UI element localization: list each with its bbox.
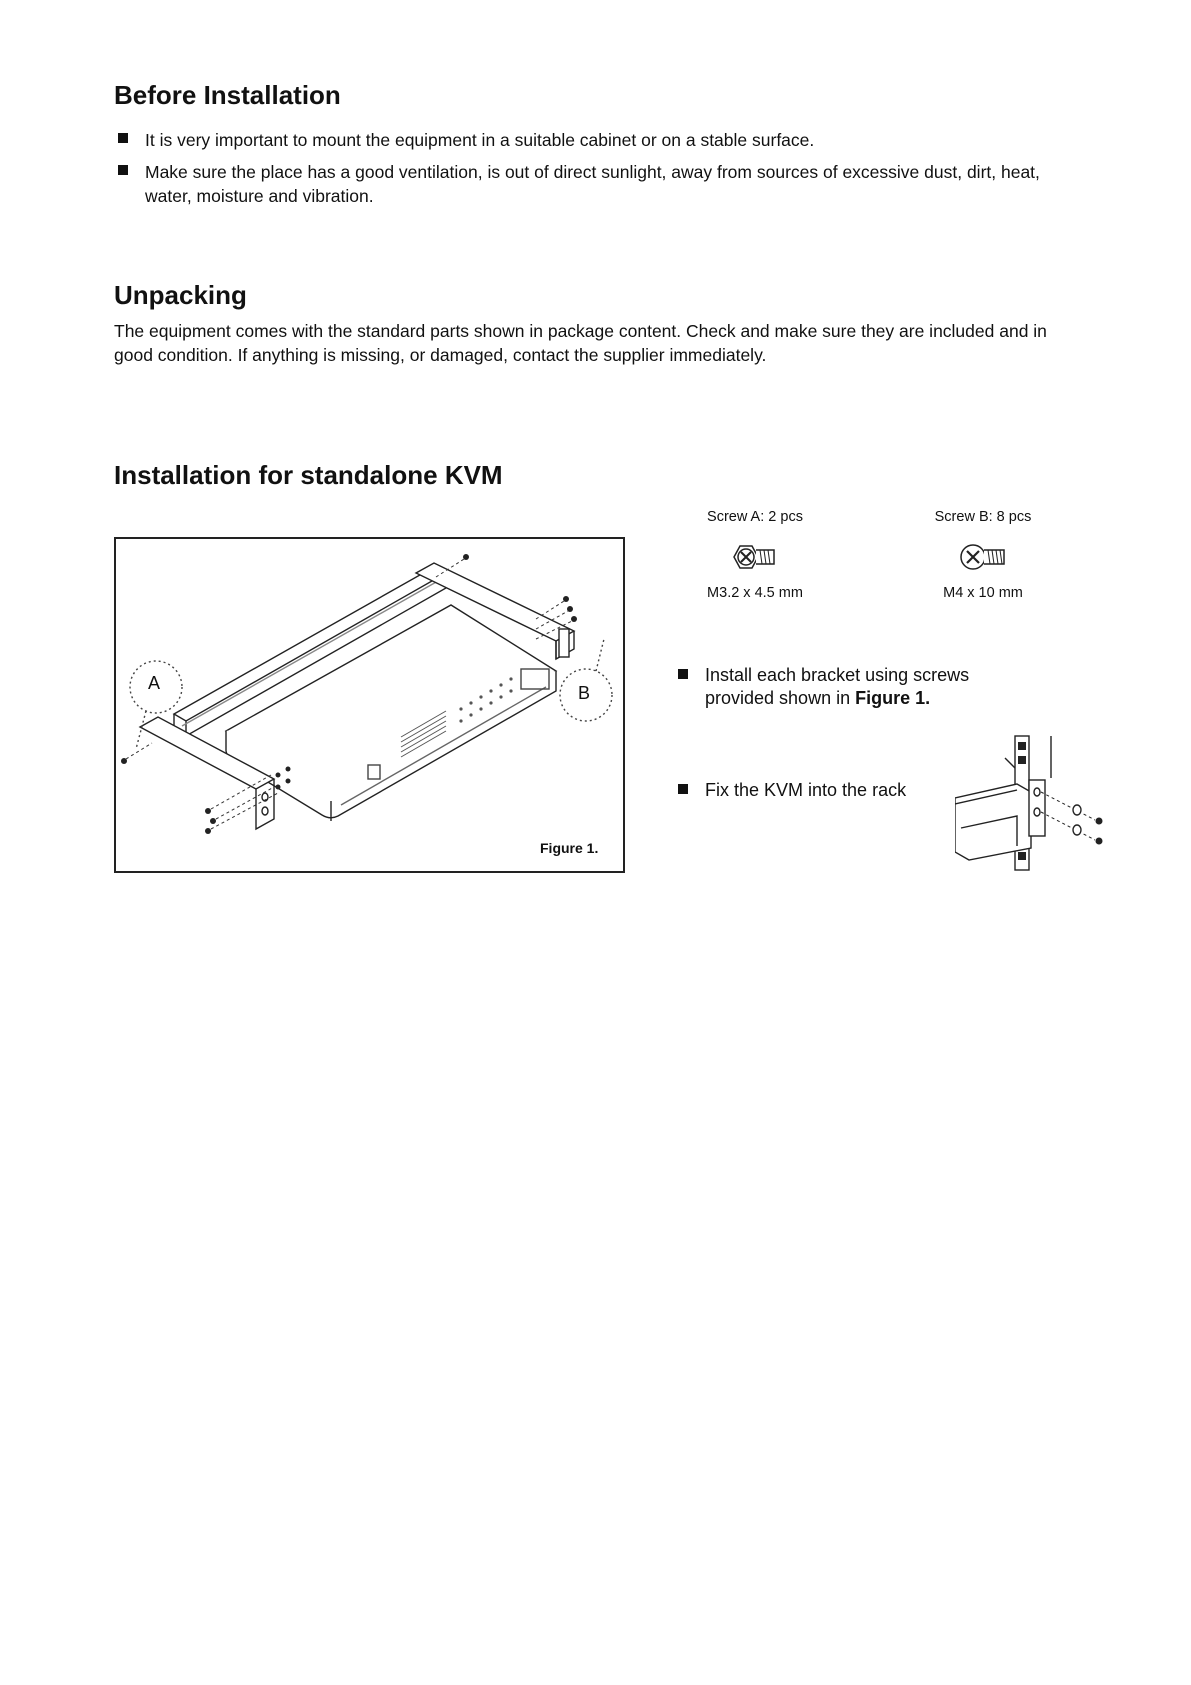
kvm-bracket-illustration xyxy=(116,539,623,871)
callout-b-label: B xyxy=(578,683,591,703)
bullet-square-icon xyxy=(118,133,128,143)
rack-mount-illustration xyxy=(955,728,1115,876)
screw-b-label: Screw B: 8 pcs xyxy=(934,509,1032,525)
bullet-text: Make sure the place has a good ventilation, is out of direct sunlight, away from sources of excessive dust, dirt, heat, water, moisture and vibration. xyxy=(145,162,1040,206)
screw-a-size: M3.2 x 4.5 mm xyxy=(707,585,803,601)
screw-a-label: Screw A: 2 pcs xyxy=(707,509,803,525)
screw-a-icon xyxy=(730,538,780,576)
bullet-square-icon xyxy=(678,669,688,679)
callout-a-label: A xyxy=(148,673,161,693)
screw-b-icon xyxy=(957,538,1009,576)
step-text xyxy=(705,664,1008,710)
figure-1-box xyxy=(114,537,625,873)
bullet-square-icon xyxy=(678,784,688,794)
figure-reference: Figure 1. xyxy=(855,688,931,708)
bullet-item xyxy=(118,160,1068,208)
figure-caption: Figure 1. xyxy=(540,840,599,856)
bullet-square-icon xyxy=(118,165,128,175)
step-text: Fix the KVM into the rack xyxy=(705,780,907,800)
bullet-text: It is very important to mount the equipment in a suitable cabinet or on a stable surface. xyxy=(145,130,815,150)
step-text-body: Install each bracket using screws provided shown in xyxy=(705,665,970,708)
section-heading-unpacking: Unpacking xyxy=(114,280,247,310)
section-heading-before-installation: Before Installation xyxy=(114,80,341,110)
bullet-item xyxy=(118,128,1068,152)
step-item xyxy=(678,779,958,802)
step-item xyxy=(678,664,1008,710)
screw-b-size: M4 x 10 mm xyxy=(943,585,1023,601)
unpacking-paragraph: The equipment comes with the standard parts shown in package content. Check and make sure they are included and in good condition. If anything is missing, or damaged, contact the supplier immediately. xyxy=(114,321,1047,365)
section-heading-installation: Installation for standalone KVM xyxy=(114,460,503,490)
